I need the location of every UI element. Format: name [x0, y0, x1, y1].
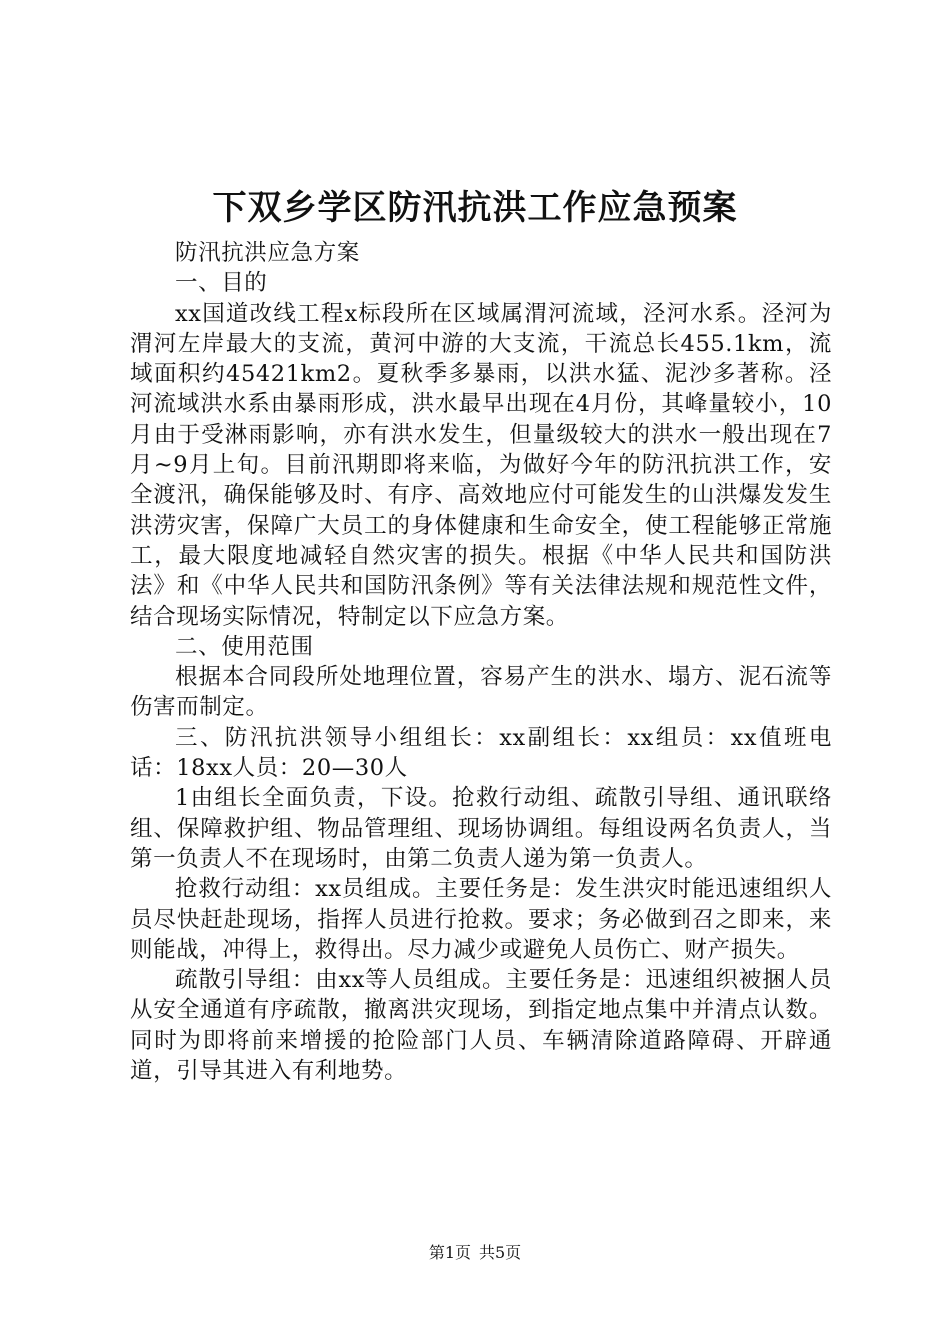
heading-purpose: 一、目的	[175, 270, 268, 297]
page-total: 共5页	[479, 1243, 522, 1262]
document-title: 下双乡学区防汛抗洪工作应急预案	[212, 188, 738, 228]
paragraph-leadership-group: 三、防汛抗洪领导小组组长：xx副组长：xx组员：xx值班电话：18xx人员：20—30人	[130, 724, 832, 782]
document-body	[130, 238, 832, 1086]
paragraph-rescue-team: 抢救行动组：xx员组成。主要任务是：发生洪灾时能迅速组织人员尽快赶赴现场，指挥人员进行抢救。要求；务必做到召之即来，来则能战，冲得上，救得出。尽力减少或避免人员伤亡、财产损失。	[130, 876, 832, 963]
page-footer	[0, 1241, 950, 1265]
paragraph-purpose: xx国道改线工程x标段所在区域属渭河流域，泾河水系。泾河为渭河左岸最大的支流，黄河中游的大支流，干流总长455.1km，流域面积约45421km2。夏秋季多暴雨，以洪水猛、泥沙多著称。泾河流域洪水系由暴雨形成，洪水最早出现在4月份，其峰量较小，10月由于受淋雨影响，亦有洪水发生，但量级较大的洪水一般出现在7月~9月上旬。目前汛期即将来临，为做好今年的防汛抗洪工作，安全渡汛，确保能够及时、有序、高效地应付可能发生的山洪爆发发生洪涝灾害，保障广大员工的身体健康和生命安全，使工程能够正常施工，最大限度地减轻自然灾害的损失。根据《中华人民共和国防洪法》和《中华人民共和国防汛条例》等有关法律法规和规范性文件，结合现场实际情况，特制定以下应急方案。	[130, 300, 832, 630]
paragraph-scope: 根据本合同段所处地理位置，容易产生的洪水、塌方、泥石流等伤害而制定。	[130, 664, 832, 721]
paragraph-organization: 1由组长全面负责，下设。抢救行动组、疏散引导组、通讯联络组、保障救护组、物品管理组、现场协调组。每组设两名负责人，当第一负责人不在现场时，由第二负责人递为第一负责人。	[130, 785, 832, 872]
paragraph-evacuation-team: 疏散引导组：由xx等人员组成。主要任务是：迅速组织被捆人员从安全通道有序疏散，撤离洪灾现场，到指定地点集中并清点认数。同时为即将前来增援的抢险部门人员、车辆清除道路障碍、开辟通道，引导其进入有利地势。	[130, 967, 832, 1085]
heading-scope: 二、使用范围	[175, 633, 314, 660]
page-number: 第1页	[428, 1243, 471, 1262]
paragraph-plan-name: 防汛抗洪应急方案	[175, 240, 360, 266]
